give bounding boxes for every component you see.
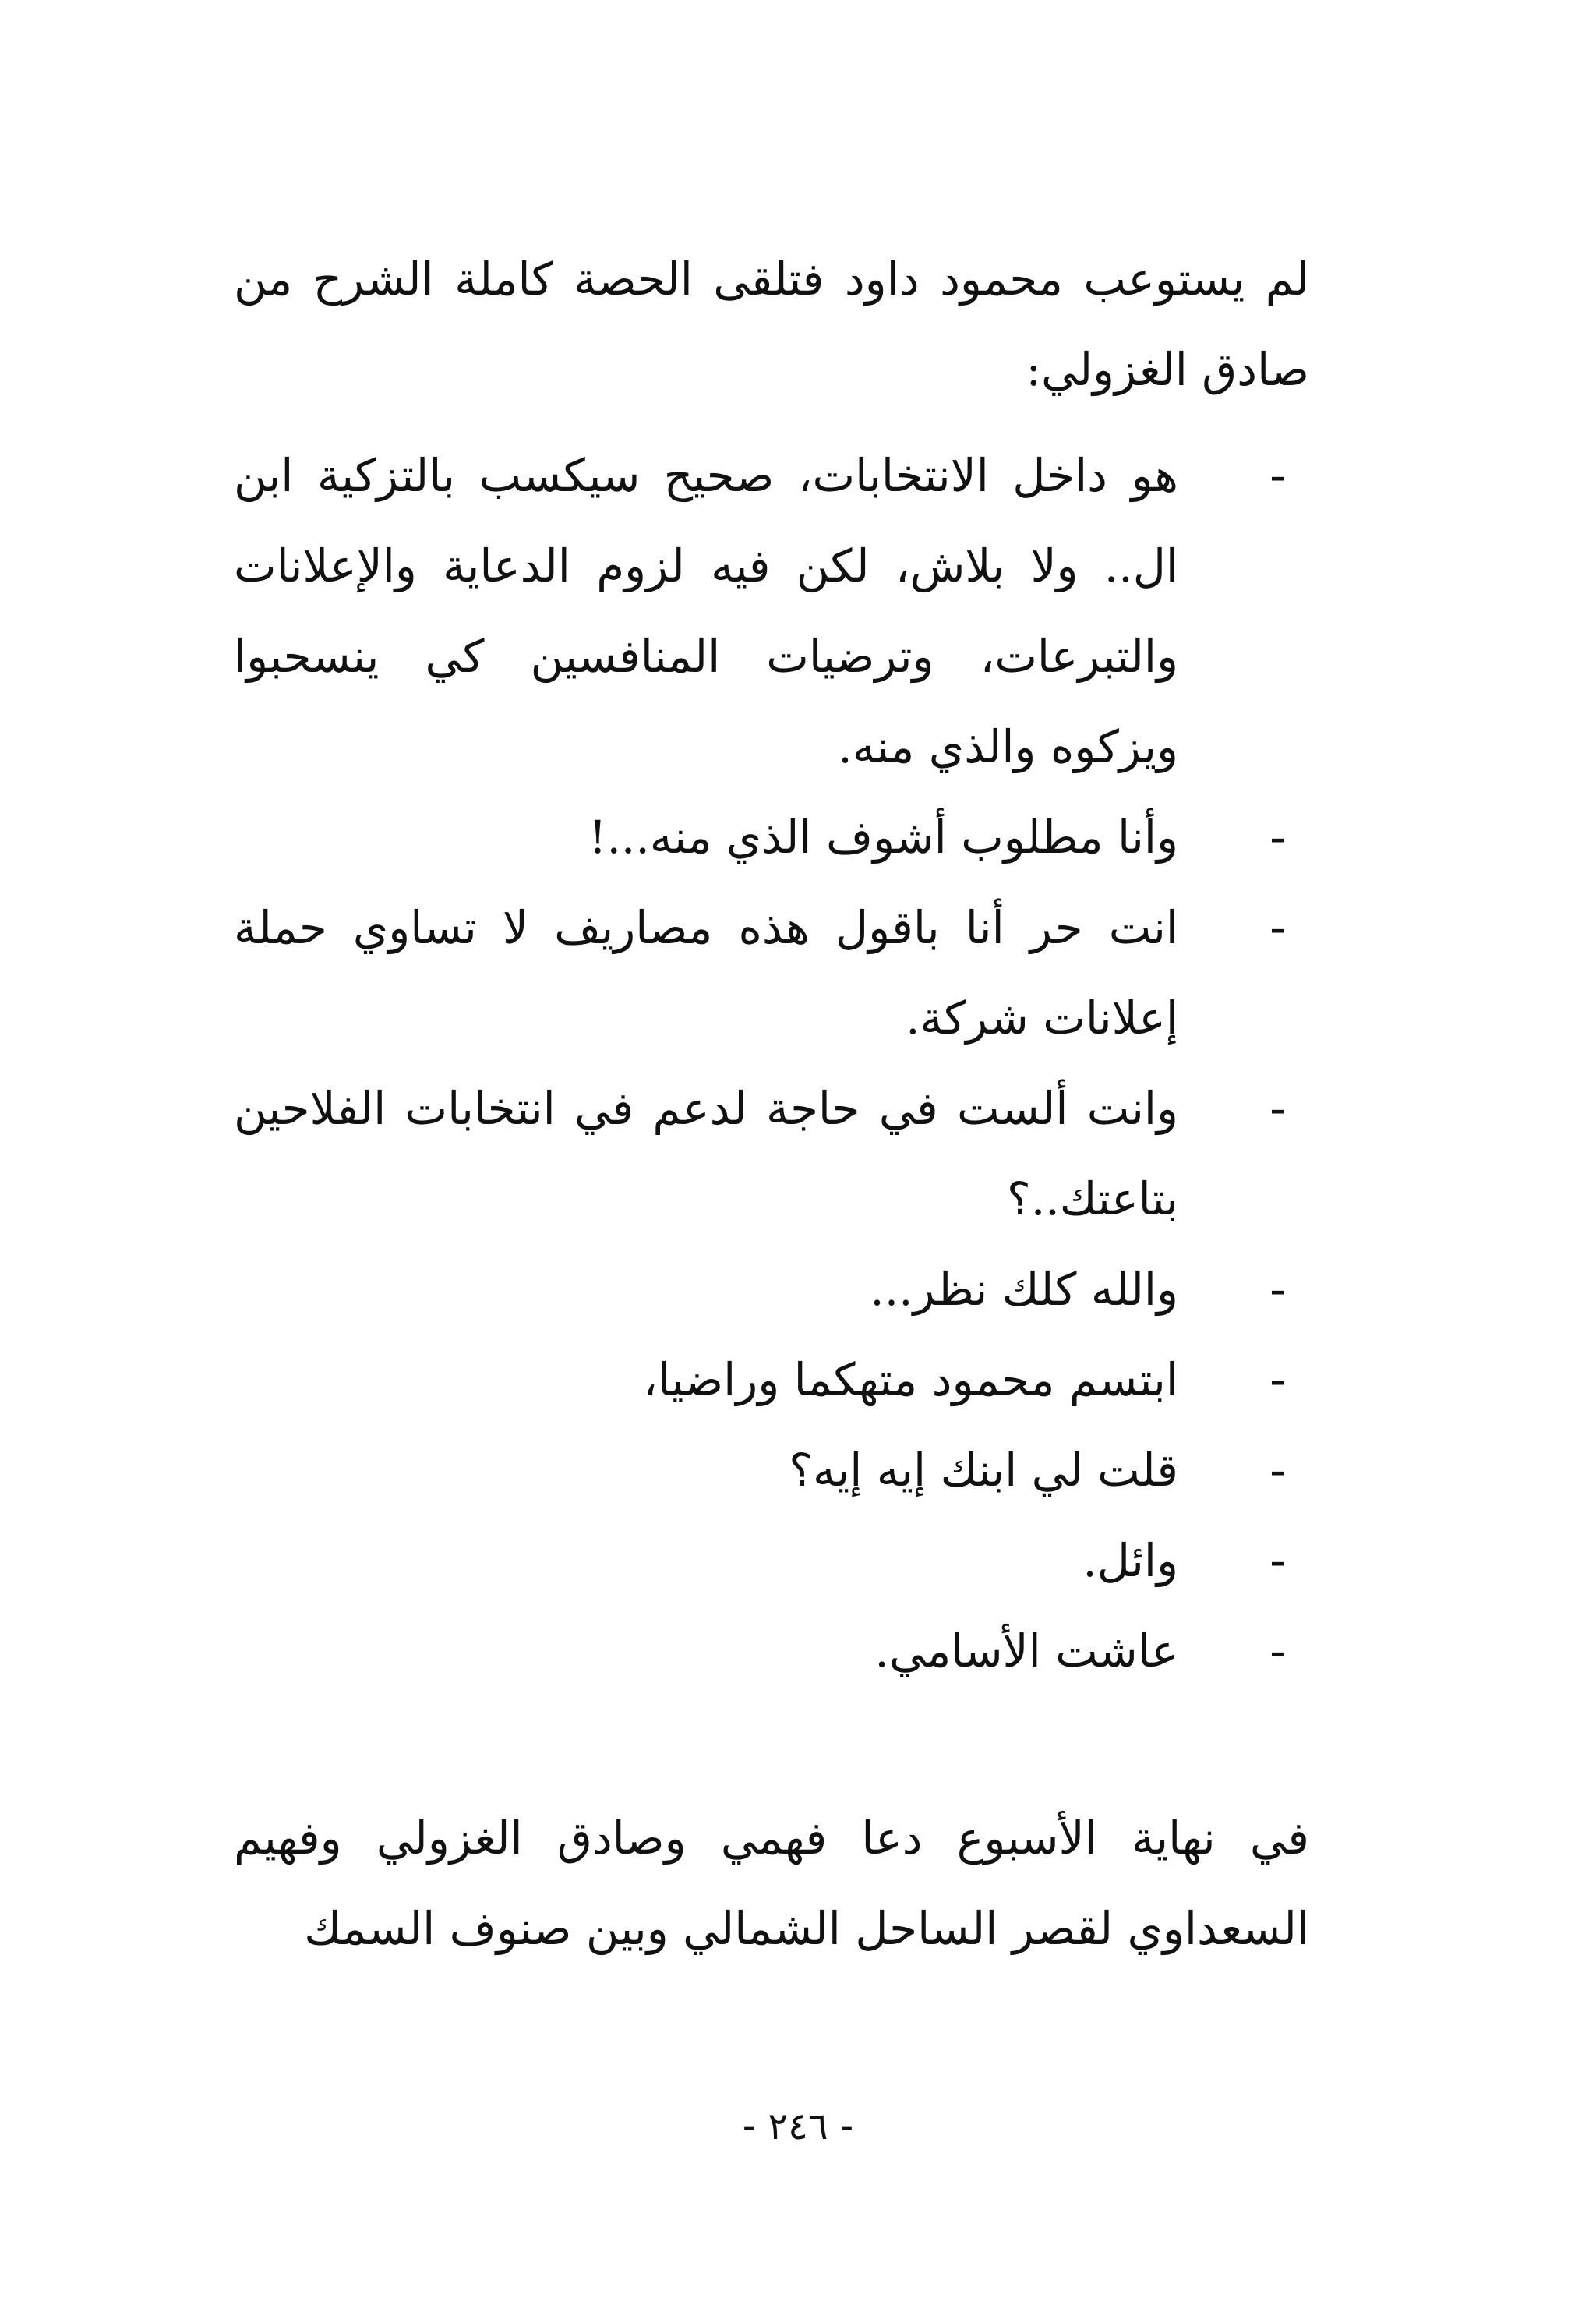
dialogue-text: والله كلك نظر... <box>870 1263 1178 1316</box>
dash-marker: - <box>1269 811 1286 864</box>
dialogue-line <box>234 1606 1309 1696</box>
dash-marker: - <box>1269 1263 1286 1316</box>
dash-marker: - <box>1269 1444 1286 1497</box>
dialogue-line <box>234 1063 1309 1244</box>
dialogue-text: انت حر أنا باقول هذه مصاريف لا تساوي حملة إعلانات شركة. <box>234 901 1178 1045</box>
dash-marker: - <box>1269 901 1286 954</box>
dialogue-line <box>234 1515 1309 1606</box>
dash-marker: - <box>1269 1534 1286 1587</box>
dialogue-text: وائل. <box>1082 1534 1178 1587</box>
dash-marker: - <box>1269 449 1286 502</box>
dialogue-line <box>234 1425 1309 1515</box>
closing-paragraph: في نهاية الأسبوع دعا فهمي وصادق الغزولي وفهيم السعداوي لقصر الساحل الشمالي وبين صنوف السمك <box>234 1812 1309 1955</box>
dash-marker: - <box>1269 1353 1286 1406</box>
dialogue-text: وأنا مطلوب أشوف الذي منه...! <box>588 811 1178 864</box>
dialogue-line <box>234 882 1309 1063</box>
dialogue-text: وانت ألست في حاجة لدعم في انتخابات الفلاحين بتاعتك..؟ <box>234 1082 1178 1225</box>
dash-marker: - <box>1269 1624 1286 1677</box>
dialogue-line <box>234 1244 1309 1335</box>
dash-marker: - <box>1269 1082 1286 1135</box>
page-number: - ٢٤٦ - <box>742 2105 854 2148</box>
dialogue-line <box>234 1335 1309 1425</box>
dialogue-line <box>234 792 1309 882</box>
dialogue-text: هو داخل الانتخابات، صحيح سيكسب بالتزكية ابن ال.. ولا بلاش، لكن فيه لزوم الدعاية والإعلانات والتبرعات، وترضيات المنافسين كي ينسحبوا ويزكوه والذي منه. <box>234 449 1178 773</box>
dialogue-text: قلت لي ابنك إيه إيه؟ <box>789 1444 1178 1497</box>
intro-paragraph: لم يستوعب محمود داود فتلقى الحصة كاملة الشرح من صادق الغزولي: <box>234 253 1309 396</box>
dialogue-line <box>234 430 1309 792</box>
dialogue-text: عاشت الأسامي. <box>874 1624 1178 1677</box>
dialogue-text: ابتسم محمود متهكما وراضيا، <box>642 1353 1178 1406</box>
dialogue-list <box>234 430 1309 1696</box>
